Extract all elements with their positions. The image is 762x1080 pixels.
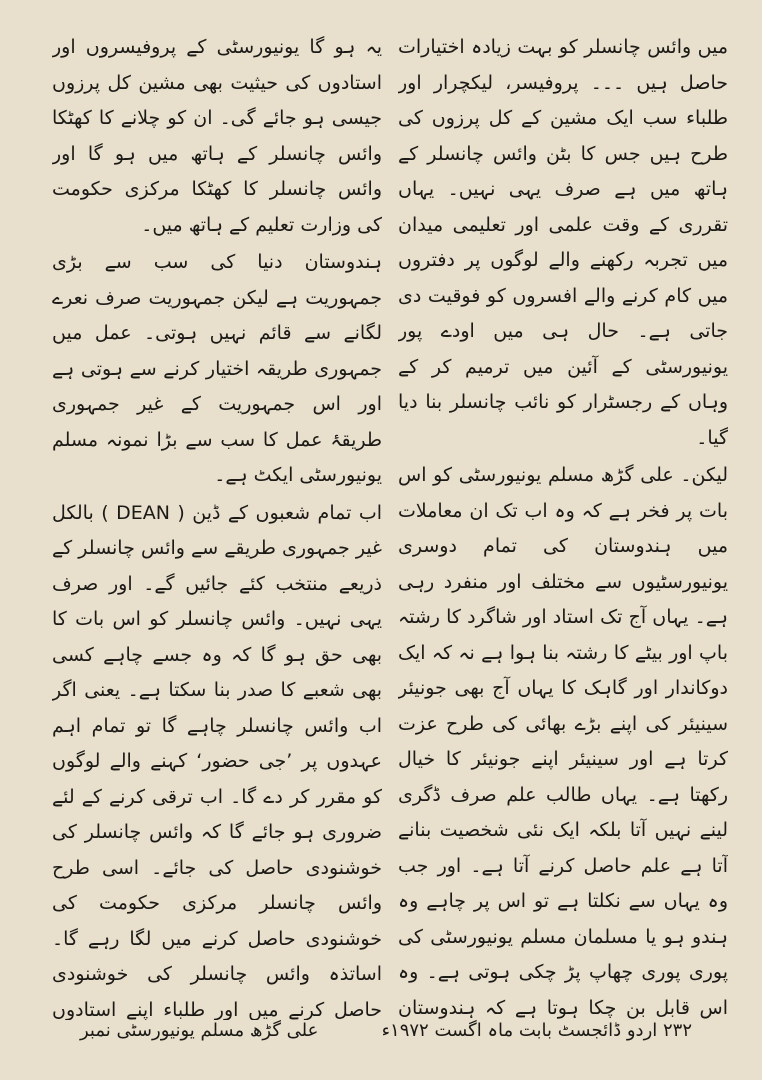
left-text-column (52, 30, 382, 1020)
right-paragraph-1: میں وائس چانسلر کو بہت زیادہ اختیارات حاصل ہیں ۔۔۔ پروفیسر، لیکچرار اور طلباء سب ایک مشین کے کل پرزوں کی طرح ہیں جس کا بٹن وائس چانسلر کے ہاتھ میں ہے صرف یہی نہیں۔ یہاں تقرری کے وقت علمی اور تعلیمی میدان میں تجربہ رکھنے والے لوگوں پر دفتروں میں کام کرنے والے افسروں کو فوقیت دی جاتی ہے۔ حال ہی میں اودے پور یونیورسٹی کے آئین میں ترمیم کر کے وہاں کے رجسٹرار کو نائب چانسلر بنا دیا گیا۔ (398, 36, 728, 449)
right-text-column (398, 30, 728, 1020)
footer-page-info: ۲۳۲ اردو ڈائجسٹ بابت ماہ اگست ۱۹۷۲ء (381, 1020, 692, 1041)
right-paragraph-2: لیکن۔ علی گڑھ مسلم یونیورسٹی کو اس بات پر فخر ہے کہ وہ اب تک ان معاملات میں ہندوستان کی تمام دوسری یونیورسٹیوں سے مختلف اور منفرد رہی ہے۔ یہاں آج تک استاد اور شاگرد کا رشتہ باپ اور بیٹے کا رشتہ بنا ہوا ہے نہ کہ ایک دوکاندار اور گاہک کا یہاں آج بھی جونیئر سینیئر کی اپنے بڑے بھائی کی طرح عزت کرتا ہے اور سینیئر اپنے جونیئر کا خیال رکھتا ہے۔ یہاں طالب علم صرف ڈگری لینے نہیں آتا بلکہ ایک نئی شخصیت بنانے آتا ہے علم حاصل کرنے آتا ہے۔ اور جب وہ یہاں سے نکلتا ہے تو اس پر چاہے وہ ہندو ہو یا مسلمان مسلم یونیورسٹی کی پوری پوری چھاپ پڑ چکی ہوتی ہے۔ وہ اس قابل بن چکا ہوتا ہے کہ ہندوستان (398, 464, 728, 1019)
footer-section-title: علی گڑھ مسلم یونیورسٹی نمبر (80, 1020, 319, 1041)
left-paragraph-1: یہ ہو گا یونیورسٹی کے پروفیسروں اور استادوں کی حیثیت بھی مشین کل پرزوں جیسی ہو جائے گی۔ ان کو چلانے کا کھٹکا وائس چانسلر کے ہاتھ میں ہو گا اور وائس چانسلر کا کھٹکا مرکزی حکومت کی وزارت تعلیم کے ہاتھ میں۔ (52, 36, 382, 236)
left-paragraph-2: ہندوستان دنیا کی سب سے بڑی جمہوریت ہے لیکن جمہوریت صرف نعرے لگانے سے قائم نہیں ہوتی۔ عمل میں جمہوری طریقہ اختیار کرنے سے ہوتی ہے اور اس جمہوریت کے غیر جمہوری طریقۂ عمل کا سب سے بڑا نمونہ مسلم یونیورسٹی ایکٹ ہے۔ (52, 251, 382, 486)
left-paragraph-3: اب تمام شعبوں کے ڈین ( DEAN ) بالکل غیر جمہوری طریقے سے وائس چانسلر کے ذریعے منتخب کئے جائیں گے۔ اور صرف یہی نہیں۔ وائس چانسلر کو اس بات کا بھی حق ہو گا کہ وہ جسے چاہے کسی بھی شعبے کا صدر بنا سکتا ہے۔ یعنی اگر اب وائس چانسلر چاہے گا تو تمام اہم عہدوں پر ’جی حضور‘ کہنے والے لوگوں کو مقرر کر دے گا۔ اب ترقی کرنے کے لئے ضروری ہو جائے گا کہ وائس چانسلر کی خوشنودی حاصل کی جائے۔ اسی طرح وائس چانسلر مرکزی حکومت کی خوشنودی حاصل کرنے میں لگا رہے گا۔ اساتذہ وائس چانسلر کی خوشنودی حاصل کرنے میں اور طلباء اپنے استادوں (52, 501, 382, 1020)
